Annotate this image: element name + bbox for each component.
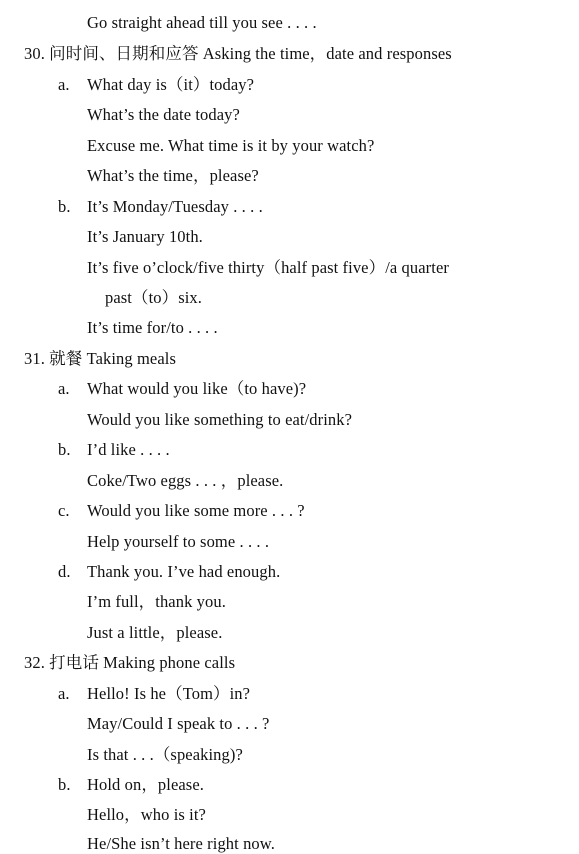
item-label: a. <box>58 684 70 703</box>
item-label: a. <box>58 379 70 398</box>
text-line: Hold on，please. <box>87 775 204 794</box>
text-line: I’d like . . . . <box>87 440 170 459</box>
item-label: b. <box>58 775 71 794</box>
text-line: Coke/Two eggs . . . ，please. <box>87 471 284 490</box>
text-line: He/She isn’t here right now. <box>87 834 275 853</box>
text-line: What day is（it）today? <box>87 75 255 94</box>
section-heading: 31. 就餐 Taking meals <box>24 349 176 368</box>
text-line: Would you like some more . . . ? <box>87 501 305 520</box>
section-heading: 30. 问时间、日期和应答 Asking the time，date and responses <box>24 44 452 63</box>
text-line: It’s January 10th. <box>87 227 203 246</box>
text-line: May/Could I speak to . . . ? <box>87 714 270 733</box>
text-line: Hello，who is it? <box>87 805 206 824</box>
text-line: Excuse me. What time is it by your watch? <box>87 136 375 155</box>
text-line: Would you like something to eat/drink? <box>87 410 353 429</box>
text-line: Go straight ahead till you see . . . . <box>87 13 317 32</box>
text-line: I’m full，thank you. <box>87 592 226 611</box>
item-label: c. <box>58 501 70 520</box>
item-label: d. <box>58 562 71 581</box>
item-label: b. <box>58 440 71 459</box>
text-line: Just a little，please. <box>87 623 223 642</box>
text-line: What’s the time，please? <box>87 166 259 185</box>
text-line: What’s the date today? <box>87 105 240 124</box>
text-line: What would you like（to have)? <box>87 379 307 398</box>
item-label: b. <box>58 197 71 216</box>
text-line: past（to）six. <box>105 288 202 307</box>
text-line: It’s time for/to . . . . <box>87 318 218 337</box>
text-line: It’s five o’clock/five thirty（half past five）/a quarter <box>87 258 449 277</box>
text-line: Is that . . .（speaking)? <box>87 745 243 764</box>
text-line: Help yourself to some . . . . <box>87 532 270 551</box>
section-heading: 32. 打电话 Making phone calls <box>24 653 236 672</box>
text-line: Hello! Is he（Tom）in? <box>87 684 251 703</box>
text-line: It’s Monday/Tuesday . . . . <box>87 197 263 216</box>
text-line: Thank you. I’ve had enough. <box>87 562 281 581</box>
item-label: a. <box>58 75 70 94</box>
